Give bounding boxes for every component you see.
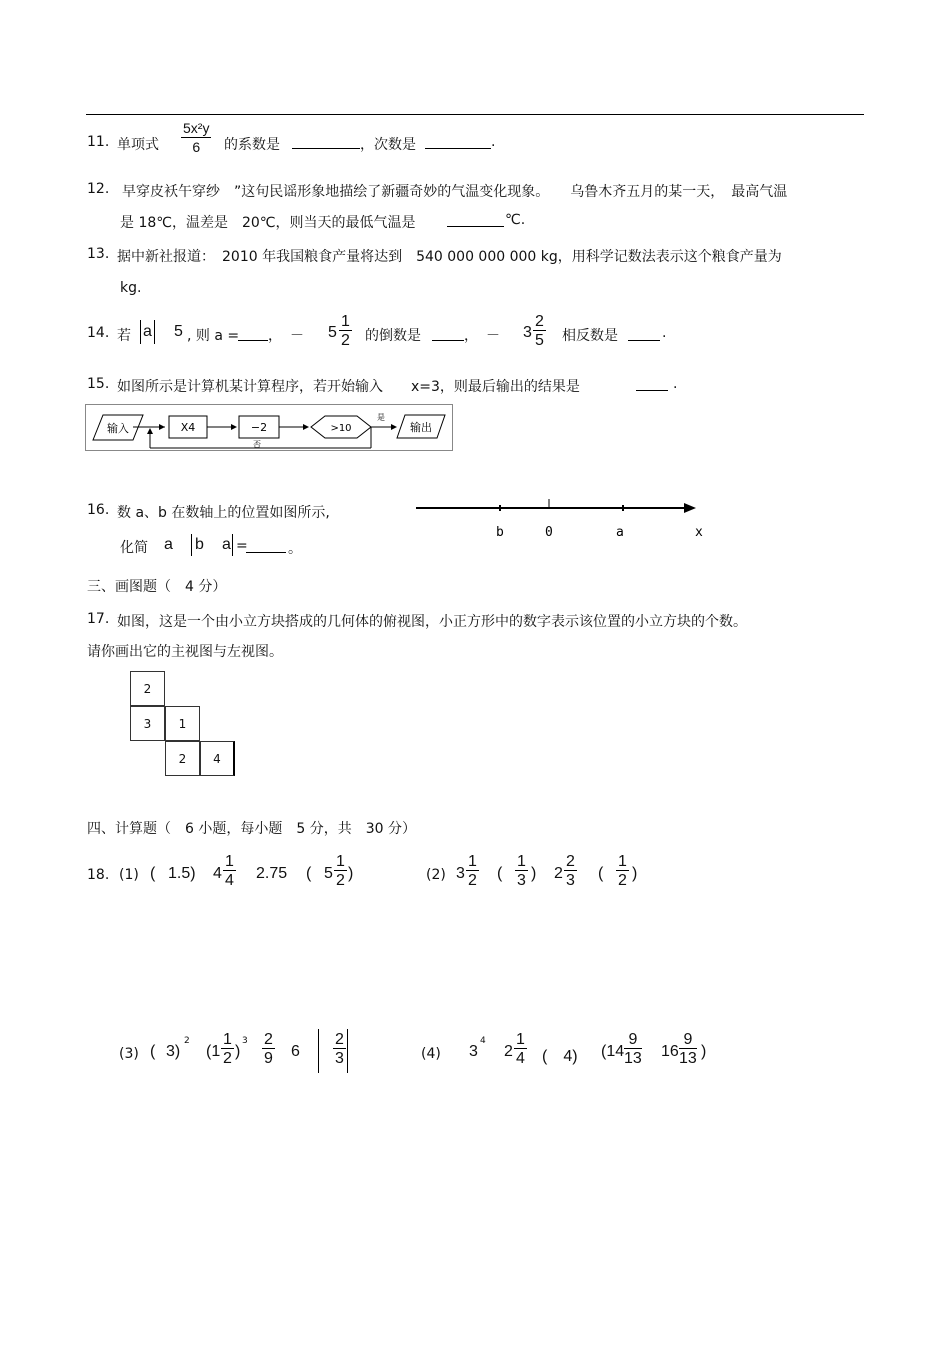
answer-blank[interactable] xyxy=(292,148,360,149)
paren: ( xyxy=(598,865,604,882)
denominator: 2 xyxy=(468,872,477,889)
problem-label: (1) xyxy=(119,867,139,883)
paren: ( xyxy=(150,1043,156,1060)
fraction xyxy=(223,853,236,890)
question-text: . xyxy=(673,376,678,392)
answer-blank[interactable] xyxy=(636,390,668,391)
value: ( 4) xyxy=(542,1048,578,1065)
axis-label-a: a xyxy=(616,525,624,540)
fraction xyxy=(564,853,577,890)
fraction xyxy=(334,853,347,890)
minus-sign: － xyxy=(486,328,500,344)
numerator: 1 xyxy=(336,853,345,870)
variable-a: a xyxy=(164,536,173,553)
answer-blank[interactable] xyxy=(238,340,268,341)
variable-a: a xyxy=(222,536,231,553)
paren: ) xyxy=(235,1043,241,1060)
question-text: 。 xyxy=(288,541,302,557)
minus-sign: － xyxy=(290,328,304,344)
value: 3 xyxy=(469,1043,478,1060)
numerator: 2 xyxy=(335,1031,344,1048)
mixed-whole: 4 xyxy=(213,865,222,882)
denominator: 4 xyxy=(516,1050,525,1067)
variable-b: b xyxy=(195,536,204,553)
numerator: 1 xyxy=(341,313,350,330)
abs-bar xyxy=(140,320,141,344)
paren: ) xyxy=(531,865,537,882)
value: 2.75 xyxy=(256,865,288,882)
denominator: 2 xyxy=(223,1050,232,1067)
fraction xyxy=(624,1031,642,1068)
denominator: 2 xyxy=(336,872,345,889)
fraction xyxy=(262,1031,275,1068)
numerator: 9 xyxy=(679,1031,697,1049)
fraction xyxy=(514,1031,527,1068)
answer-blank[interactable] xyxy=(246,552,286,553)
variable-a: a xyxy=(143,323,152,340)
denominator: 2 xyxy=(341,332,350,349)
question-number: 18. xyxy=(87,867,110,883)
numerator: 1 xyxy=(618,853,627,870)
denominator: 5 xyxy=(535,332,544,349)
question-number: 17. xyxy=(87,611,110,627)
mixed-whole: 2 xyxy=(504,1043,513,1060)
arrow-right-icon xyxy=(684,503,696,513)
exponent: 3 xyxy=(242,1036,248,1046)
question-text: ， xyxy=(268,328,282,344)
flow-no-label: 否 xyxy=(253,440,261,449)
denominator: 6 xyxy=(192,139,201,155)
question-text: 早穿皮袄午穿纱 ”这句民谣形象地描绘了新疆奇妙的气温变化现象。 乌鲁木齐五月的某一天， 最高气温 xyxy=(122,184,788,200)
question-text: ℃. xyxy=(505,212,526,228)
numerator: 5x²y xyxy=(183,120,210,136)
fraction xyxy=(533,313,546,350)
abs-bar xyxy=(191,534,192,556)
question-text: ，次数是 xyxy=(360,137,416,153)
mixed-whole: 2 xyxy=(554,865,563,882)
fraction xyxy=(679,1031,697,1068)
grid-cell: 2 xyxy=(130,671,165,706)
numerator: 1 xyxy=(225,853,234,870)
question-text: , 则 a = xyxy=(187,328,240,344)
question-text: ， xyxy=(464,328,478,344)
question-number: 16. xyxy=(87,502,110,518)
question-text: 如图，这是一个由小立方块搭成的几何体的俯视图，小正方形中的数字表示该位置的小立方块的个数。 xyxy=(117,614,747,630)
question-number: 12. xyxy=(87,181,110,197)
problem-label: (4) xyxy=(421,1046,441,1062)
flow-yes-label: 是 xyxy=(377,413,385,422)
axis-label-b: b xyxy=(496,525,504,540)
fraction xyxy=(515,853,528,890)
grid-cell: 4 xyxy=(200,741,235,776)
question-text: 据中新社报道： 2010 年我国粮食产量将达到 540 000 000 000 kg，用科学记数法表示这个粮食产量为 xyxy=(117,249,782,265)
denominator: 4 xyxy=(225,872,234,889)
numerator: 9 xyxy=(624,1031,642,1049)
problem-label: (3) xyxy=(119,1046,139,1062)
grid-cell: 1 xyxy=(165,706,200,741)
numerator: 1 xyxy=(223,1031,232,1048)
answer-blank[interactable] xyxy=(425,148,491,149)
mixed-whole: 3 xyxy=(456,865,465,882)
top-rule xyxy=(86,114,864,115)
grid-cell: 3 xyxy=(130,706,165,741)
exponent: 2 xyxy=(184,1036,190,1046)
section-heading: 四、计算题（ 6 小题，每小题 5 分，共 30 分） xyxy=(87,821,416,837)
paren: ( xyxy=(150,865,156,882)
flow-condition-label: >10 xyxy=(330,423,352,434)
mixed-whole: 5 xyxy=(324,865,333,882)
answer-blank[interactable] xyxy=(432,340,464,341)
answer-blank[interactable] xyxy=(628,340,660,341)
question-text: 化简 xyxy=(120,540,148,556)
flowchart xyxy=(85,404,454,452)
numerator: 1 xyxy=(516,1031,525,1048)
section-heading: 三、画图题（ 4 分） xyxy=(87,579,227,595)
question-number: 14. xyxy=(87,325,110,341)
denominator: 2 xyxy=(618,872,627,889)
fraction xyxy=(181,120,211,157)
question-text: 数 a、b 在数轴上的位置如图所示, xyxy=(117,505,330,521)
denominator: 13 xyxy=(624,1050,642,1067)
fraction xyxy=(339,313,352,350)
question-text: 的系数是 xyxy=(224,137,280,153)
flow-input-label: 输入 xyxy=(107,422,129,435)
question-number: 11. xyxy=(87,134,110,150)
numerator: 1 xyxy=(468,853,477,870)
mixed-whole: 5 xyxy=(328,324,337,341)
question-text: 相反数是 xyxy=(562,328,618,344)
abs-bar xyxy=(318,1029,319,1073)
paren: ) xyxy=(701,1043,707,1060)
answer-blank[interactable] xyxy=(447,226,504,227)
fraction xyxy=(466,853,479,890)
abs-bar xyxy=(154,320,155,344)
axis-label-0: 0 xyxy=(545,525,553,540)
number-line xyxy=(412,494,712,544)
value: 3) xyxy=(166,1043,181,1060)
question-text: . xyxy=(662,325,667,341)
abs-bar xyxy=(232,534,233,556)
question-text: kg. xyxy=(120,280,142,296)
question-text: 单项式 xyxy=(117,137,159,153)
paren: ) xyxy=(632,865,638,882)
question-text: 如图所示是计算机某计算程序，若开始输入 x=3，则最后输出的结果是 xyxy=(117,379,580,395)
mixed-whole: 16 xyxy=(661,1043,679,1060)
flow-x4-label: X4 xyxy=(180,421,196,434)
question-number: 15. xyxy=(87,376,110,392)
question-text: 是 18℃，温差是 20℃，则当天的最低气温是 xyxy=(120,215,416,231)
fraction xyxy=(616,853,629,890)
numerator: 2 xyxy=(535,313,544,330)
question-number: 13. xyxy=(87,246,110,262)
flow-minus2-label: −2 xyxy=(250,421,268,434)
problem-label: (2) xyxy=(426,867,446,883)
value: 5 xyxy=(174,323,183,340)
paren: ( xyxy=(497,865,503,882)
value: 6 xyxy=(291,1043,300,1060)
grid-cell: 2 xyxy=(165,741,200,776)
axis-label-x: x xyxy=(695,525,703,540)
denominator: 3 xyxy=(566,872,575,889)
denominator: 3 xyxy=(517,872,526,889)
numerator: 2 xyxy=(264,1031,273,1048)
fraction xyxy=(333,1031,346,1068)
paren: ( xyxy=(306,865,312,882)
numerator: 1 xyxy=(517,853,526,870)
value: 1.5) xyxy=(168,865,196,882)
mixed-whole: 3 xyxy=(523,324,532,341)
question-text: 的倒数是 xyxy=(365,328,421,344)
denominator: 9 xyxy=(264,1050,273,1067)
question-text: 请你画出它的主视图与左视图。 xyxy=(87,644,283,660)
question-text: . xyxy=(491,134,496,150)
equals-sign: = xyxy=(236,538,248,554)
paren: ) xyxy=(348,865,354,882)
paren: (1 xyxy=(206,1043,221,1060)
exponent: 4 xyxy=(480,1036,486,1046)
paren: (14 xyxy=(601,1043,625,1060)
denominator: 13 xyxy=(679,1050,697,1067)
denominator: 3 xyxy=(335,1050,344,1067)
fraction xyxy=(221,1031,234,1068)
question-text: 若 xyxy=(117,328,131,344)
abs-bar xyxy=(347,1029,348,1073)
flow-output-label: 输出 xyxy=(410,421,432,434)
numerator: 2 xyxy=(566,853,575,870)
